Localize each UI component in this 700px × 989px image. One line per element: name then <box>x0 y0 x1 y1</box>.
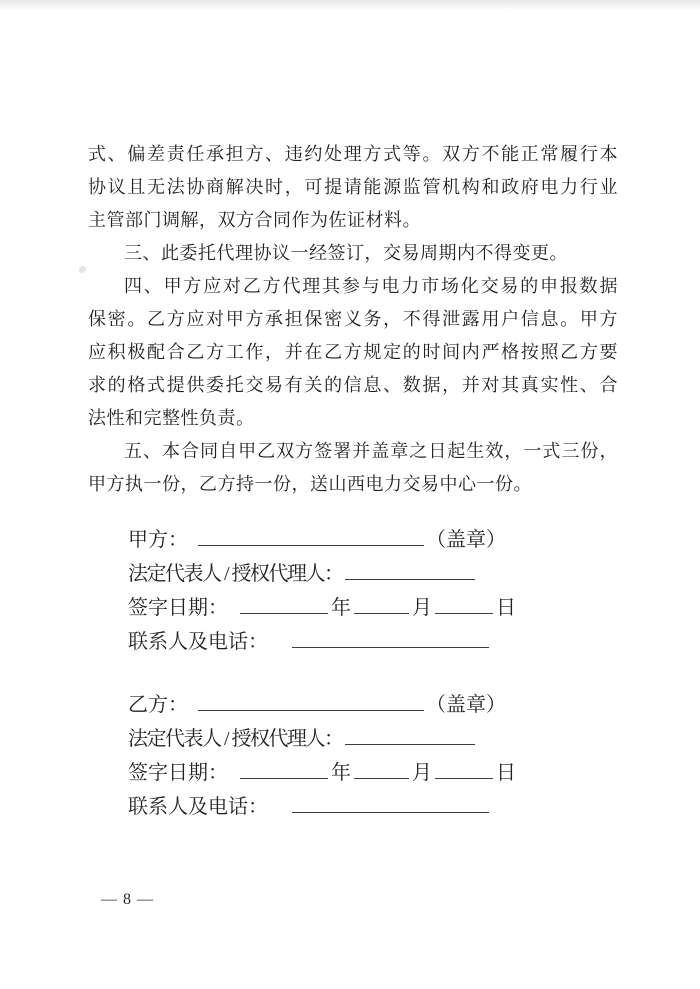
party-b-contact-label: 联系人及电话： <box>128 796 268 818</box>
body-line: 甲方执一份，乙方持一份，送山西电力交易中心一份。 <box>88 474 532 494</box>
body-line-clause-4: 四、甲方应对乙方代理其参与电力市场化交易的申报数据 <box>124 276 618 296</box>
party-a-month-label: 月 <box>412 597 432 619</box>
party-b-signature-block <box>128 688 516 824</box>
party-a-name-blank-line <box>198 523 424 546</box>
party-b-year-label: 年 <box>331 762 351 784</box>
party-b-label: 乙方： <box>128 694 188 716</box>
party-b-contact-blank-line <box>292 790 489 813</box>
body-line: 求的格式提供委托交易有关的信息、数据，并对其真实性、合 <box>88 375 618 395</box>
party-b-contact-row <box>128 790 516 824</box>
body-line: 应积极配合乙方工作，并在乙方规定的时间内严格按照乙方要 <box>88 342 618 362</box>
party-b-representative-label: 法定代表人 / 授权代理人： <box>128 728 343 750</box>
party-a-day-blank-line <box>435 591 493 614</box>
page-number: — 8 — <box>101 891 154 908</box>
party-a-representative-row <box>128 557 516 591</box>
party-a-representative-label: 法定代表人 / 授权代理人： <box>128 563 343 585</box>
body-line: 式、偏差责任承担方、违约处理方式等。双方不能正常履行本 <box>88 144 618 164</box>
party-a-label: 甲方： <box>128 529 188 551</box>
scan-noise-speck <box>79 266 86 273</box>
party-a-sign-date-row <box>128 591 516 625</box>
party-b-month-label: 月 <box>412 762 432 784</box>
party-a-day-label: 日 <box>496 597 516 619</box>
party-a-sign-date-label: 签字日期： <box>128 597 228 619</box>
party-a-contact-label: 联系人及电话： <box>128 631 268 653</box>
body-line-clause-5: 五、本合同自甲乙双方签署并盖章之日起生效，一式三份， <box>124 441 618 461</box>
party-a-signature-block <box>128 523 516 659</box>
body-line: 主管部门调解，双方合同作为佐证材料。 <box>88 210 421 230</box>
party-a-contact-blank-line <box>292 625 489 648</box>
party-b-sign-date-label: 签字日期： <box>128 762 228 784</box>
scan-edge-shadow <box>0 0 700 10</box>
party-b-year-blank-line <box>240 756 328 779</box>
party-b-day-label: 日 <box>496 762 516 784</box>
contract-body <box>88 138 618 501</box>
party-a-representative-blank-line <box>345 557 475 580</box>
party-b-day-blank-line <box>435 756 493 779</box>
party-b-representative-row <box>128 722 516 756</box>
party-b-name-row <box>128 688 516 722</box>
party-b-name-blank-line <box>198 688 424 711</box>
body-line: 法性和完整性负责。 <box>88 408 255 428</box>
party-a-contact-row <box>128 625 516 659</box>
body-line: 协议且无法协商解决时，可提请能源监管机构和政府电力行业 <box>88 177 618 197</box>
party-a-name-row <box>128 523 516 557</box>
party-b-seal-label: （盖章） <box>426 694 506 716</box>
party-a-year-label: 年 <box>331 597 351 619</box>
party-a-seal-label: （盖章） <box>426 529 506 551</box>
party-b-representative-blank-line <box>345 722 475 745</box>
party-a-month-blank-line <box>354 591 409 614</box>
party-b-month-blank-line <box>354 756 409 779</box>
body-line: 保密。乙方应对甲方承担保密义务，不得泄露用户信息。甲方 <box>88 309 618 329</box>
party-b-sign-date-row <box>128 756 516 790</box>
party-a-year-blank-line <box>240 591 328 614</box>
body-line-clause-3: 三、此委托代理协议一经签订，交易周期内不得变更。 <box>124 243 568 263</box>
